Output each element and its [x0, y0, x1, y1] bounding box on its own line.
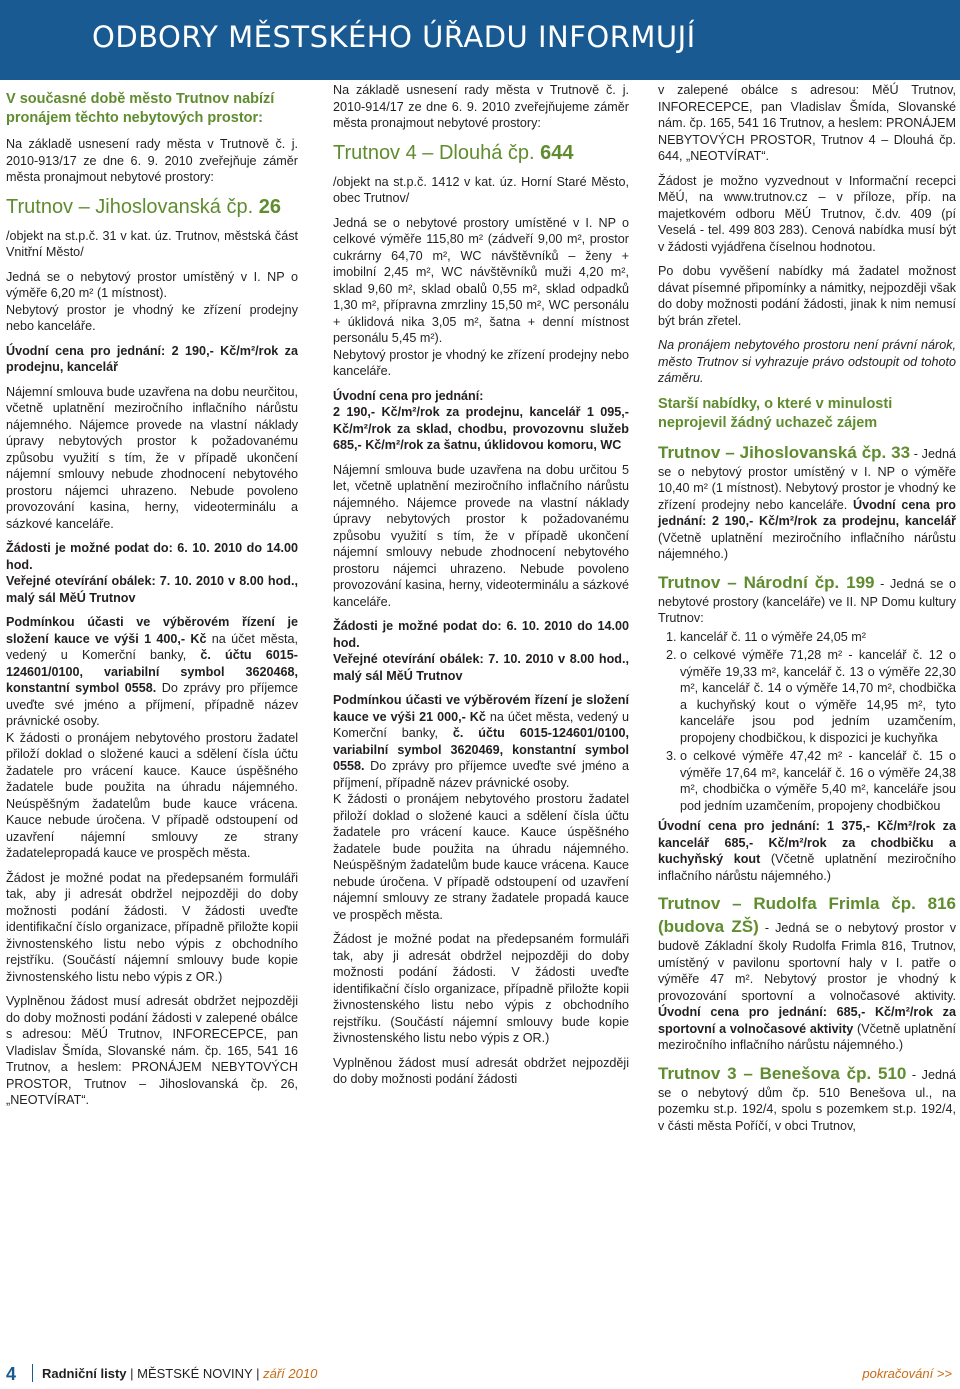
application-text: K žádosti o pronájem nebytového prostoru žadatel přiloží doklad o složené kauci a sdělení čísla účtu žadatele pro vrácení kauce. Kauce úspěšného žadatele bude použita na úhradu nájemného. Neúspěšným žadatelům bude kauce vrácena. Kauce nebude úročena. V případě odstoupení od uzavření nájemní smlouvy ze strany žadatelepropadá kauce ve prospěch města. — [6, 730, 298, 860]
resolution-text: Na základě usnesení rady města v Trutnově č. j. 2010-913/17 ze dne 6. 9. 2010 zveřejňuje záměr města pronajmout nebytové prostory: — [6, 137, 298, 184]
deadline-text: Žádosti je možné podat do: 6. 10. 2010 do 14.00 hod. — [333, 619, 629, 650]
description-text: Jedná se o nebytové prostory umístěné v I. NP o celkové výměře 115,80 m² (zádveří 9,00 m², prostor cukrárny 64,70 m², WC návštěvníků – ženy + imobilní 2,45 m², WC návštěvníků muži 4,20 m², sklad 9,60 m², sklad obalů 0,55 m², sklad odpadků 1,30 m², přípravna zmrzliny 15,50 m², WC personálu + úklidová nika 3,05 m², šatna + denní místnost personálu 5,45 m²). — [333, 215, 629, 345]
deposit-bank: na účet města, vedený u Komerční banky, — [333, 709, 629, 740]
list-item: 2. o celkové výměře 71,28 m² - kancelář č. 12 o výměře 19,33 m², kancelář č. 13 o výměře 22,30 m², kancelář č. 14 o výměře 14,70 m², chodbička a kuchyňský kout o výměře 14,95 m², tyto kanceláře jsou pod jedním uzamčením, propojeny chodbičkou, k dispozici je kuchyňka — [680, 647, 956, 746]
property-number: 26 — [258, 195, 281, 218]
older-offer-1-title: Trutnov – Jihoslovanská čp. 33 — [658, 442, 911, 462]
publication-subtitle: MĚSTSKÉ NOVINY — [137, 1366, 253, 1381]
object-text: /objekt na st.p.č. 31 v kat. úz. Trutnov, městská část Vnitřní Město/ — [6, 228, 298, 259]
column-3 — [658, 82, 956, 1142]
property-heading — [6, 194, 298, 220]
older-offers-heading: Starší nabídky, o které v minulosti neprojevil žádný uchazeč zájem — [658, 395, 893, 431]
opening-text: Veřejné otevírání obálek: 7. 10. 2010 v 8.00 hod., malý sál MěÚ Trutnov — [333, 652, 629, 683]
older-offer-4 — [658, 1062, 956, 1135]
older-offer-2-price-block — [658, 818, 956, 884]
note-text: Na pronájem nebytového prostoru není právní nárok, město Trutnov si vyhrazuje právo odstoupit od tohoto záměru. — [658, 338, 956, 385]
suitable-text: Nebytový prostor je vhodný ke zřízení prodejny nebo kanceláře. — [6, 302, 298, 333]
issue-month: září 2010 — [263, 1366, 318, 1381]
older-offer-2-price: Úvodní cena pro jednání: 1 375,- Kč/m²/rok za kancelář 685,- Kč/m²/rok za chodbičku a kuchyňský kout — [658, 819, 956, 866]
price-text: Úvodní cena pro jednání: 2 190,- Kč/m²/rok za prodejnu, kancelář — [6, 343, 298, 374]
object-text: /objekt na st.p.č. 1412 v kat. úz. Horní Staré Město, obec Trutnov/ — [333, 174, 629, 205]
opening-text: Veřejné otevírání obálek: 7. 10. 2010 v 8.00 hod., malý sál MěÚ Trutnov — [6, 574, 298, 605]
page-title: ODBORY MĚSTSKÉHO ÚŘADU INFORMUJÍ — [92, 20, 696, 54]
footer-sep: | — [126, 1366, 138, 1381]
property-heading — [333, 140, 629, 166]
deposit-account: č. účtu 6015-124601/0100, variabilní symbol 3620468, konstantní symbol 0558. — [6, 648, 298, 695]
column-1 — [6, 82, 298, 1117]
older-offer-3 — [658, 892, 956, 1054]
form-text: Žádost je možné podat na předepsaném formuláři tak, aby ji adresát obdržel nejpozději do doby možnosti podání žádosti. V žádosti uveďte identifikační číslo organizace, případně přiložte kopii živnostenského listu nebo výpis z obchodního rejstříku. (Součástí nájemní smlouvy bude kopie živnostenského listu nebo výpis z OR.) — [333, 932, 629, 1045]
property-name: Trutnov 4 – Dlouhá čp. — [333, 141, 535, 164]
older-offer-2-list — [658, 629, 956, 815]
header-banner — [0, 0, 960, 80]
older-offer-2 — [658, 571, 956, 627]
lease-text: Nájemní smlouva bude uzavřena na dobu určitou 5 let, včetně uplatnění meziročního inflačního nárůstu nájemného. Nájemce provede na vlastní náklady úpravy nebytových prostor k požadovanému způsobu využití s tím, že v případě ukončení nájemní smlouvy nebude zhodnocení nebytového prostoru nájemci uhrazeno. Nebude povoleno provozování kasina, herny, videoterminálu a sázkové kanceláře. — [333, 462, 629, 609]
deliver-continued: v zalepené obálce s adresou: MěÚ Trutnov, INFORECEPCE, pan Vladislav Šmída, Slovanské nám. čp. 165, 541 16 Trutnov, a heslem: PRONÁJEM NEBYTOVÝCH PROSTOR, Trutnov 4 – Dlouhá čp. 644, „NEOTVÍRAT“. — [658, 83, 956, 163]
form-info-text: Žádost je možno vyzvednout v Informační recepci MěÚ, na www.trutnov.cz – v příloze, příp. na majetkovém odboru MěÚ Trutnov, č.dv. 409 (pí Veselá - tel. 499 803 283). Cenová nabídka musí být v žádosti vyjádřena číselnou hodnotou. — [658, 173, 956, 254]
older-offer-3-title: Trutnov – Rudolfa Frimla čp. 816 (budova ZŠ) — [658, 894, 956, 936]
page-footer — [0, 1360, 960, 1386]
older-offer-3-desc: - Jedná se o nebytový prostor v budově Základní školy Rudolfa Frimla 816, Trutnov, umístěný v pavilonu sportovní haly v I. patře o výměře 47 m². Nebytový prostor je vhodný k provozování sportovní a volnočasové aktivity. — [658, 921, 957, 1003]
column-2 — [333, 82, 629, 1096]
list-item: 1. kancelář č. 11 o výměře 24,05 m² — [680, 629, 956, 646]
older-offer-1-desc: - Jedná se o nebytový prostor umístěný v I. NP o výměře 10,40 m² (1 místnost). Nebytový prostor je vhodný ke zřízení prodejny nebo kanceláře. — [658, 446, 956, 512]
older-offer-2-price-note: (Včetně uplatnění meziročního inflačního nárůstu nájemného.) — [658, 852, 956, 883]
older-offer-3-price-note: (Včetně uplatnění meziročního inflačního nárůstu nájemného.) — [658, 1021, 956, 1052]
footer-publication — [42, 1366, 317, 1381]
deposit-tail: Do zprávy pro příjemce uveďte své jméno a příjmení, případně název právnické osoby. — [333, 759, 629, 790]
older-offer-4-desc: - Jedná se o nebytový dům čp. 510 Benešova ul., na pozemku st.p. 192/4, spolu s pozemkem st.p. 192/4, v části města Poříčí, v obci Trutnov, — [658, 1067, 956, 1133]
objections-text: Po dobu vyvěšení nabídky má žadatel možnost dávat písemné připomínky a námitky, nejpozději však do doby možnosti podání žádosti, jinak k nim nemusí být brán zřetel. — [658, 264, 956, 328]
deposit-text — [6, 614, 298, 730]
application-text: K žádosti o pronájem nebytového prostoru žadatel přiloží doklad o složené kauci a sdělení čísla účtu žadatele pro vrácení kauce. Kauce úspěšného žadatele bude použita na úhradu nájemného. Neúspěšným žadatelům bude kauce vrácena. Kauce nebude úročena. V případě odstoupení od uzavření nájemní smlouvy ze strany žadatele propadá kauce ve prospěch města. — [333, 792, 629, 922]
form-text: Žádost je možné podat na předepsaném formuláři tak, aby ji adresát obdržel nejpozději do doby možnosti podání žádosti. V žádosti uveďte identifikační číslo organizace, případně přiložte kopii živnostenského listu nebo výpis z obchodního rejstříku. (Součástí nájemní smlouvy bude kopie živnostenského listu nebo výpis z OR.) — [6, 870, 298, 984]
deposit-amount: Podmínkou účasti ve výběrovém řízení je složení kauce ve výši 21 000,- Kč — [333, 693, 629, 724]
older-offer-3-price: Úvodní cena pro jednání: 685,- Kč/m²/rok za sportovní a volnočasové aktivity — [658, 1005, 956, 1036]
intro-heading: V současné době město Trutnov nabízí pronájem těchto nebytových prostor: — [6, 91, 275, 126]
footer-sep-2: | — [252, 1366, 264, 1381]
property-name: Trutnov – Jihoslovanská čp. — [6, 195, 254, 218]
resolution-text: Na základě usnesení rady města v Trutnově č. j. 2010-914/17 ze dne 6. 9. 2010 zveřejňujeme záměr města pronajmout nebytové prostory: — [333, 83, 629, 130]
older-offer-2-title: Trutnov – Národní čp. 199 — [658, 572, 875, 592]
continued-link[interactable]: pokračování >> — [862, 1366, 952, 1381]
deposit-account: č. účtu 6015-124601/0100, variabilní symbol 3620469, konstantní symbol 0558. — [333, 726, 629, 773]
description-text: Jedná se o nebytový prostor umístěný v I. NP o výměře 6,20 m² (1 místnost). — [6, 269, 298, 300]
deposit-tail: Do zprávy pro příjemce uveďte své jméno a příjmení, případně název právnické osoby. — [6, 681, 298, 728]
footer-divider — [32, 1364, 33, 1382]
older-offer-4-title: Trutnov 3 – Benešova čp. 510 — [658, 1063, 907, 1083]
price-heading: Úvodní cena pro jednání: — [333, 388, 484, 403]
older-offer-1-price-note: (Včetně uplatnění meziročního inflačního nárůstu nájemného.) — [658, 530, 956, 561]
deliver-text: Vyplněnou žádost musí adresát obdržet nejpozději do doby možnosti podání žádosti — [333, 1055, 629, 1086]
deposit-amount: Podmínkou účasti ve výběrovém řízení je složení kauce ve výši 1 400,- Kč — [6, 615, 298, 646]
lease-text: Nájemní smlouva bude uzavřena na dobu neurčitou, včetně uplatnění meziročního inflačního nárůstu nájemného. Nájemce provede na vlastní náklady úpravy nebytových prostor k požadovanému způsobu využití s tím, že v případě ukončení nájemní smlouvy nebude zhodnocení nebytového prostoru nájemci uhrazeno. Nebude povoleno provozování kasina, herny, videoterminálu a sázkové kanceláře. — [6, 384, 298, 531]
deposit-bank: na účet města, vedený u Komerční banky, — [6, 631, 298, 662]
older-offer-2-desc: - Jedná se o nebytové prostory (kanceláře) ve II. NP Domu kultury Trutnov: — [658, 576, 957, 625]
price-lines: 2 190,- Kč/m²/rok za prodejnu, kancelář 1 095,- Kč/m²/rok za sklad, chodbu, provozovnu služeb 685,- Kč/m²/rok za šatnu, úklidovou komoru, WC — [333, 405, 629, 452]
page-number: 4 — [6, 1364, 17, 1384]
suitable-text: Nebytový prostor je vhodný ke zřízení prodejny nebo kanceláře. — [333, 347, 629, 378]
deposit-text — [333, 692, 629, 791]
list-item: 3. o celkové výměře 47,42 m² - kancelář č. 15 o výměře 17,64 m², kancelář č. 16 o výměře 24,38 m², chodbička o výměře 5,40 m², kanceláře jsou pod jedním uzamčením, propojeny chodbičkou — [680, 748, 956, 814]
property-number: 644 — [540, 141, 574, 164]
older-offer-1-price: Úvodní cena pro jednání: 2 190,- Kč/m²/rok za prodejnu, kancelář — [658, 497, 956, 528]
deadline-text: Žádosti je možné podat do: 6. 10. 2010 do 14.00 hod. — [6, 541, 298, 572]
publication-name: Radniční listy — [42, 1366, 127, 1381]
older-offer-1 — [658, 441, 956, 563]
deliver-text: Vyplněnou žádost musí adresát obdržet nejpozději do doby možnosti podání žádosti v zalepené obálce s adresou: MěÚ Trutnov, INFORECEPCE, pan Vladislav Šmída, Slovanské nám. čp. 165, 541 16 Trutnov, a heslem: PRONÁJEM NEBYTOVÝCH PROSTOR, Trutnov – Jihoslovanská čp. 26, „NEOTVÍRAT“. — [6, 994, 298, 1107]
